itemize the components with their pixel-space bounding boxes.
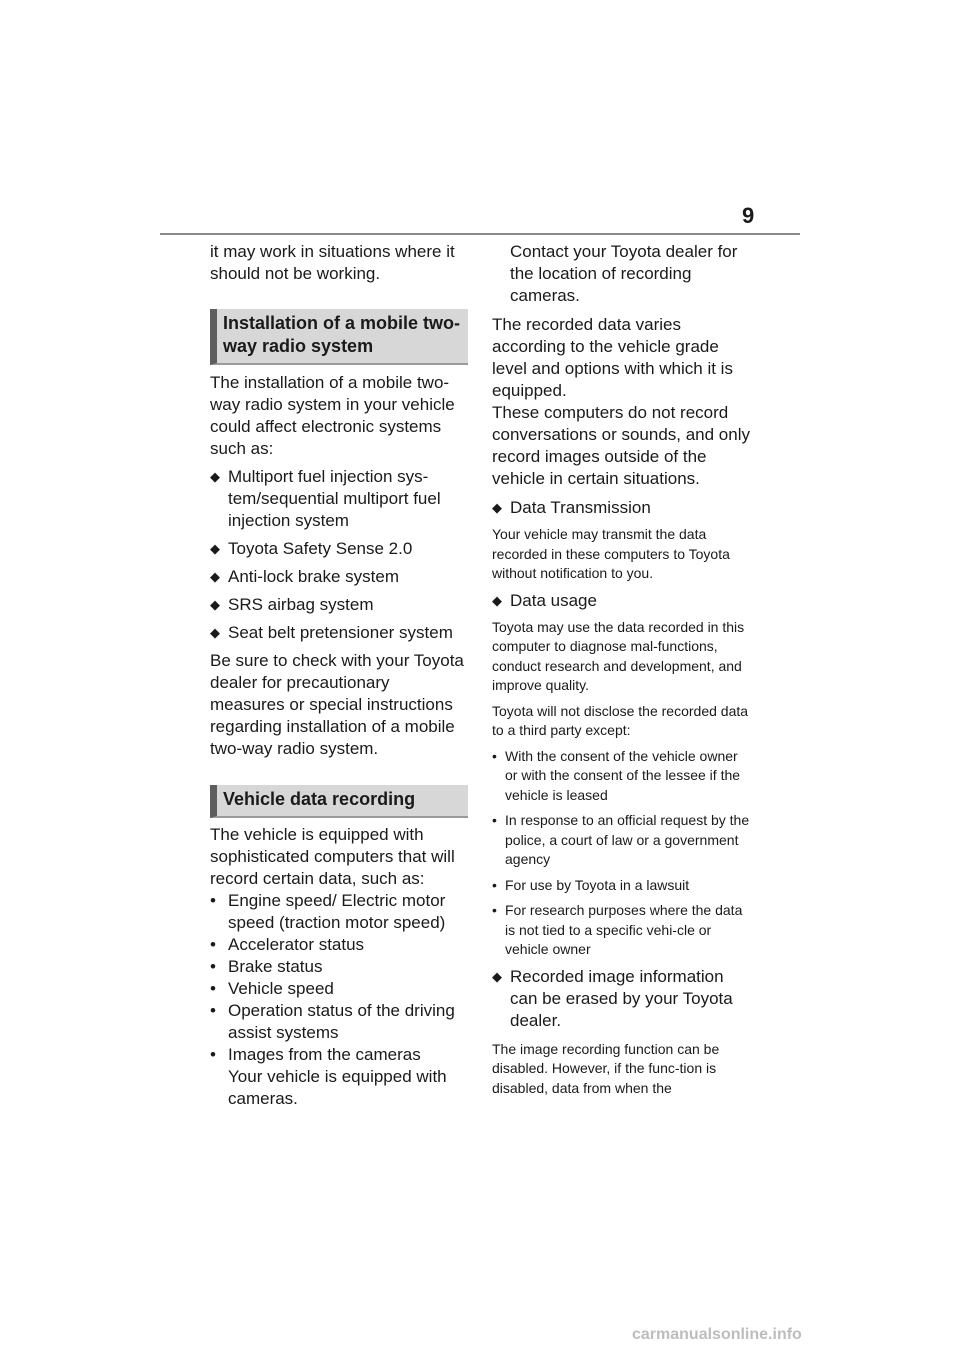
footer-watermark: carmanualsonline.info	[632, 1326, 802, 1343]
list-item-continuation: Your vehicle is equipped with cameras.	[228, 1067, 447, 1108]
bullet-diamond-icon: ◆	[210, 469, 220, 484]
list-item: • With the consent of the vehicle owner or with the consent of the lessee if the vehicle is leased	[492, 747, 741, 803]
sub-heading-recorded-image: ◆ Recorded image information can be erased by your Toyota dealer.	[492, 966, 733, 1030]
list-item: • For use by Toyota in a lawsuit	[492, 876, 690, 893]
page-number: 9	[742, 203, 755, 228]
contact-dealer-text: Contact your Toyota dealer for the location of recording cameras.	[510, 242, 738, 305]
bullet-diamond-icon: ◆	[210, 569, 220, 584]
list-item: ◆ Seat belt pretensioner system	[210, 623, 453, 642]
bullet-diamond-icon: ◆	[210, 541, 220, 556]
list-item: • In response to an official request by the police, a court of law or a government agency	[492, 812, 750, 867]
list-item: ◆ Anti-lock brake system	[210, 567, 399, 586]
sub-heading-data-transmission: ◆ Data Transmission	[492, 498, 651, 517]
list-item: • Vehicle speed	[210, 979, 334, 998]
intro-text: it may work in situations where it should not be working.	[210, 242, 455, 283]
no-record-sounds-text: These computers do not record conversations or sounds, and only record images outside of the vehicle in certain situations.	[492, 403, 750, 488]
bullet-diamond-icon: ◆	[492, 500, 502, 515]
list-item: • Images from the cameras	[210, 1045, 421, 1064]
header-rule	[160, 233, 800, 235]
left-column	[210, 241, 468, 1110]
data-transmission-text: Your vehicle may transmit the data recorded in these computers to Toyota without notification to you.	[492, 526, 730, 581]
list-item: ◆ SRS airbag system	[210, 595, 374, 614]
check-dealer-paragraph: Be sure to check with your Toyota dealer for precautionary measures or special instructions regarding installation of a mobile two-way radio system.	[210, 651, 464, 758]
bullet-diamond-icon: ◆	[492, 592, 502, 608]
data-recording-paragraph: The vehicle is equipped with sophisticated computers that will record certain data, such as:	[210, 825, 455, 888]
recorded-data-varies-text: The recorded data varies according to the vehicle grade level and options with which it is equipped.	[492, 315, 733, 400]
list-item: ◆ Multiport fuel injection sys-tem/sequential multiport fuel injection system	[210, 467, 441, 530]
bullet-diamond-icon: ◆	[492, 968, 502, 984]
right-column	[492, 241, 752, 1098]
list-item: ◆ Toyota Safety Sense 2.0	[210, 539, 413, 558]
bullet-diamond-icon: ◆	[210, 625, 220, 640]
list-item: • Operation status of the driving assist systems	[210, 1001, 455, 1042]
section-heading-data-recording: Vehicle data recording	[210, 785, 468, 818]
data-usage-text: Toyota may use the data recorded in this computer to diagnose mal-functions, conduct research and development, and improve quality.	[492, 618, 745, 693]
sub-heading-data-usage: ◆ Data usage	[492, 590, 597, 610]
radio-paragraph: The installation of a mobile two-way radio system in your vehicle could affect electronic systems such as:	[210, 373, 455, 458]
list-item: • Accelerator status	[210, 935, 365, 954]
image-recording-text: The image recording function can be disabled. However, if the func-tion is disabled, data from when the	[492, 1040, 720, 1096]
list-item: • Brake status	[210, 957, 323, 976]
section-heading-radio: Installation of a mobile two-way radio system	[210, 309, 468, 365]
list-item: • For research purposes where the data is not tied to a specific vehi-cle or vehicle owner	[492, 902, 743, 957]
disclose-text: Toyota will not disclose the recorded data to a third party except:	[492, 702, 749, 738]
bullet-diamond-icon: ◆	[210, 597, 220, 612]
list-item: • Engine speed/ Electric motor speed (traction motor speed)	[210, 891, 446, 932]
